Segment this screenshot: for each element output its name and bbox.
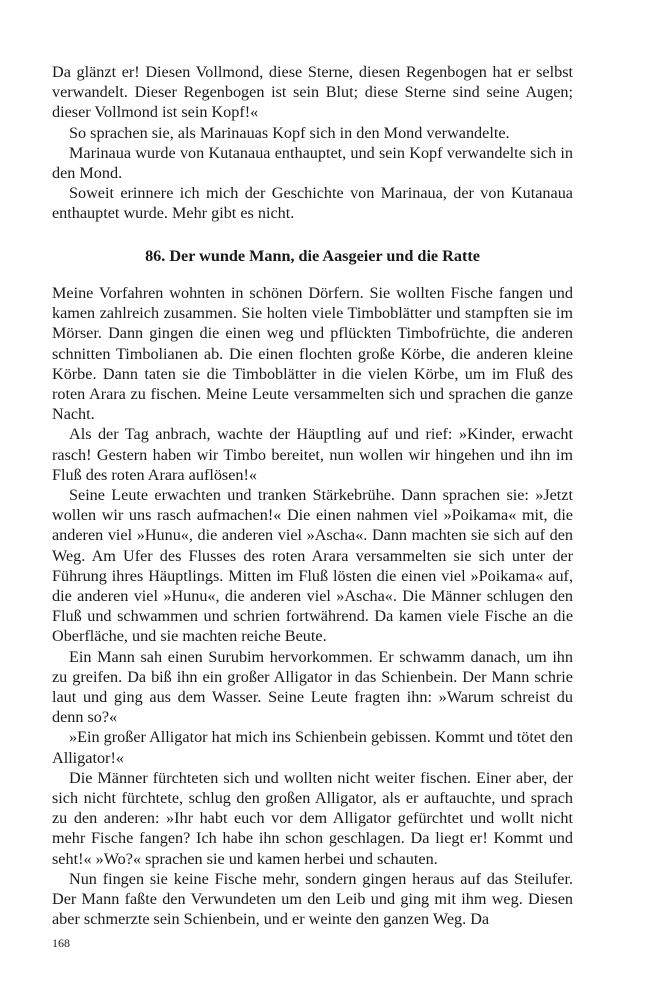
paragraph: Marinaua wurde von Kutanaua enthauptet, und sein Kopf verwandelte sich in den Mond. [52,143,573,183]
intro-text-block [52,62,573,224]
paragraph: Meine Vorfahren wohnten in schönen Dörfern. Sie wollten Fische fangen und kamen zahlreich zusammen. Sie holten viele Timboblätter und stampften sie im Mörser. Dann gingen die einen weg und pflückten Timbofrüchte, die anderen schnitten Timbolianen ab. Die einen flochten große Körbe, die anderen kleine Körbe. Dann taten sie die Timboblätter in die vielen Körbe, um im Fluß des roten Arara zu fischen. Meine Leute versammelten sich und sprachen die ganze Nacht. [52,284,573,424]
paragraph: Die Männer fürchteten sich und wollten nicht weiter fischen. Einer aber, der sich nicht fürchtete, schlug den großen Alligator, als er auftauchte, und sprach zu den anderen: »Ihr habt euch vor dem Alligator gefürchtet und wollt nicht mehr Fische fangen? Ich habe ihn schon geschlagen. Da liegt er! Kommt und seht!« »Wo?« sprachen sie und kamen herbei und schauten. [52,768,573,868]
paragraph: Seine Leute erwachten und tranken Stärkebrühe. Dann sprachen sie: »Jetzt wollen wir uns rasch aufmachen!« Die einen nahmen viel »Poikama« mit, die anderen viel »Hunu«, die anderen viel »Ascha«. Dann machten sie sich auf den Weg. Am Ufer des Flusses des roten Arara versammelten sie sich unter der Führung ihres Häuptlings. Mitten im Fluß lösten die einen viel »Poikama« auf, die anderen viel »Hunu«, die anderen viel »Ascha«. Die Männer schlugen den Fluß und schwammen und schrien fortwährend. Da kamen viele Fische an die Oberfläche, und sie machten reiche Beute. [52,486,573,646]
paragraph: So sprachen sie, als Marinauas Kopf sich in den Mond verwandelte. [69,123,510,142]
paragraph: Soweit erinnere ich mich der Geschichte von Marinaua, der von Kutanaua enthauptet wurde. Mehr gibt es nicht. [52,184,573,223]
section-heading: 86. Der wunde Mann, die Aasgeier und die Ratte [145,247,480,265]
page-number: 168 [52,936,70,950]
paragraph: Da glänzt er! Diesen Vollmond, diese Sterne, diesen Regenbogen hat er selbst verwandelt. Dieser Regenbogen ist sein Blut; diese Sterne sind seine Augen; dieser Vollmond ist sein Kopf!« [52,63,573,122]
paragraph: Nun fingen sie keine Fische mehr, sondern gingen heraus auf das Steilufer. Der Mann faßte den Verwundeten um den Leib und ging mit ihm weg. Diesen aber schmerzte sein Schienbein, und er weinte den ganzen Weg. Da [52,869,573,929]
story-text-block [52,283,573,930]
paragraph: »Ein großer Alligator hat mich ins Schienbein gebissen. Kommt und tötet den Alligator!« [52,728,573,767]
paragraph: Als der Tag anbrach, wachte der Häuptling auf und rief: »Kinder, erwacht rasch! Gestern haben wir Timbo bereitet, nun wollen wir hingehen und ihn im Fluß des roten Arara auflösen!« [52,425,573,484]
paragraph: Ein Mann sah einen Surubim hervorkommen. Er schwamm danach, um ihn zu greifen. Da biß ihn ein großer Alligator in das Schienbein. Der Mann schrie laut und ging aus dem Wasser. Seine Leute fragten ihn: »Warum schreist du denn so?« [52,647,573,727]
